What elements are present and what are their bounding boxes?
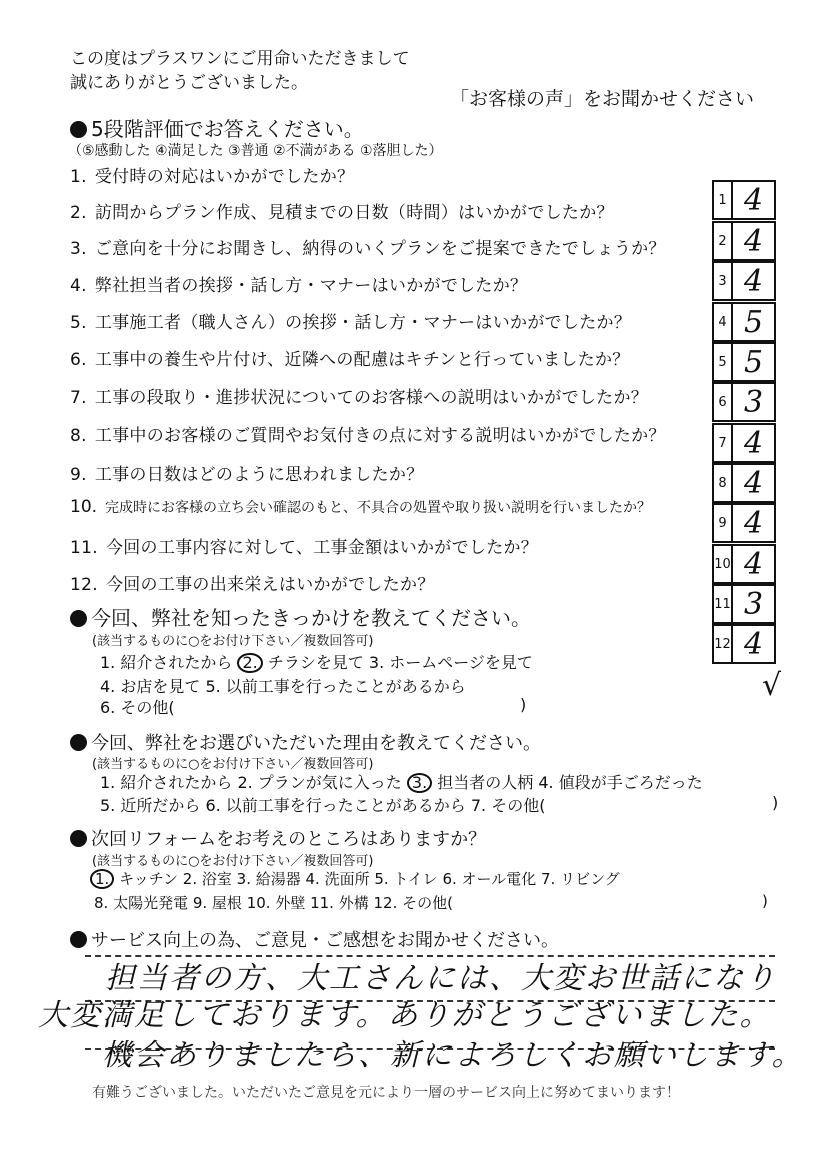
answer-number: 7 <box>714 425 733 461</box>
question-7 <box>70 383 648 408</box>
reform-line-2: 8. 太陽光発電 9. 屋根 10. 外壁 11. 外構 12. その他( <box>94 894 453 912</box>
question-number: 7. <box>70 388 87 408</box>
answer-box-4 <box>712 302 776 342</box>
answer-value: 3 <box>743 586 764 622</box>
choose-options-a: 1. 紹介されたから 2. プランが気に入った <box>100 773 402 792</box>
answer-box-12 <box>712 624 776 664</box>
answer-number: 8 <box>714 465 733 501</box>
question-number: 2. <box>70 203 87 223</box>
know-section-title-text: 今回、弊社を知ったきっかけを教えてください。 <box>91 606 531 630</box>
question-text: 工事中のお客様のご質問やお気付きの点に対する説明はいかがでしたか？ <box>94 426 666 446</box>
question-10 <box>70 497 651 517</box>
answer-value: 4 <box>743 465 764 501</box>
answer-value: 5 <box>743 304 764 340</box>
know-section-title <box>70 602 531 631</box>
know-line-2: 4. お店を見て 5. 以前工事を行ったことがあるから <box>100 677 466 696</box>
question-text: 工事施工者（職人さん）の挨拶・話し方・マナーはいかがでしたか？ <box>94 313 632 333</box>
question-5 <box>70 308 631 333</box>
know-line-3-close: ) <box>520 695 527 714</box>
question-number: 9. <box>70 465 87 485</box>
rating-section-title <box>70 113 364 142</box>
question-9 <box>70 460 424 485</box>
answer-value: 4 <box>743 223 764 259</box>
reform-line-2-close: ) <box>762 892 768 910</box>
bullet-icon <box>70 610 87 627</box>
question-6 <box>70 345 630 370</box>
question-8 <box>70 421 666 446</box>
question-text: 受付時の対応はいかがでしたか？ <box>94 167 355 187</box>
reform-option-1-circled: 1. <box>90 869 114 889</box>
question-text: 今回の工事内容に対して、工事金額はいかがでしたか？ <box>105 538 539 558</box>
question-text: 工事中の養生や片付け、近隣への配慮はキチンと行っていましたか？ <box>94 350 630 370</box>
answer-value: 5 <box>743 344 764 380</box>
check-mark: √ <box>762 668 782 703</box>
answer-number: 10 <box>714 546 733 582</box>
intro-line-1: この度はプラスワンにご用命いただきまして <box>70 49 410 69</box>
answer-number: 12 <box>714 626 733 662</box>
rating-scale: （⑤感動した ④満足した ③普通 ②不満がある ①落胆した） <box>68 143 443 159</box>
answer-number: 1 <box>714 182 733 218</box>
know-note: (該当するものに○をお付け下さい／複数回答可) <box>92 634 374 649</box>
reform-line-1 <box>90 868 620 889</box>
bullet-icon <box>70 734 87 751</box>
bullet-icon <box>70 830 87 847</box>
answer-box-10 <box>712 544 776 584</box>
question-number: 12. <box>70 575 98 595</box>
intro-line-2: 誠にありがとうございました。 <box>70 73 308 93</box>
bullet-icon <box>70 931 87 948</box>
answer-value: 4 <box>743 505 764 541</box>
question-4 <box>70 271 527 296</box>
answer-box-6 <box>712 382 776 422</box>
question-text: ご意向を十分にお聞きし、納得のいくプランをご提案できたでしょうか？ <box>94 239 666 259</box>
question-2 <box>70 198 614 223</box>
comment-handwriting-1: 担当者の方、大工さんには、大変お世話になり <box>105 961 777 996</box>
know-line-1 <box>100 650 533 673</box>
choose-options-b: 担当者の人柄 4. 値段が手ごろだった <box>437 773 703 792</box>
answer-value: 4 <box>743 182 764 218</box>
choose-line-2-close: ) <box>772 793 779 812</box>
know-option-2-circled: 2. <box>237 653 262 673</box>
answer-value: 4 <box>743 546 764 582</box>
question-text: 弊社担当者の挨拶・話し方・マナーはいかがでしたか？ <box>94 276 528 296</box>
reform-section-title <box>70 825 486 851</box>
choose-section-title <box>70 729 541 755</box>
answer-value: 4 <box>743 263 764 299</box>
question-text: 今回の工事の出来栄えはいかがでしたか？ <box>105 575 435 595</box>
question-number: 11. <box>70 538 98 558</box>
comment-handwriting-3: 機会ありましたら、新によろしくお願いします。 <box>102 1038 804 1073</box>
reform-options-rest: キッチン 2. 浴室 3. 給湯器 4. 洗面所 5. トイレ 6. オール電化 7. リビング <box>119 870 620 888</box>
know-options-rest: チラシを見て 3. ホームページを見て <box>267 653 533 672</box>
question-text: 工事の段取り・進捗状況についてのお客様への説明はいかがでしたか？ <box>94 388 649 408</box>
reform-section-title-text: 次回リフォームをお考えのところはありますか？ <box>91 829 487 850</box>
question-text: 完成時にお客様の立ち会い確認のもと、不具合の処置や取り扱い説明を行いましたか？ <box>105 500 652 516</box>
answer-number: 5 <box>714 344 733 380</box>
answer-box-11 <box>712 584 776 624</box>
question-11 <box>70 533 538 558</box>
question-number: 6. <box>70 350 87 370</box>
answer-value: 4 <box>743 425 764 461</box>
reform-note: (該当するものに○をお付け下さい／複数回答可) <box>92 854 374 869</box>
question-number: 1. <box>70 167 87 187</box>
question-1 <box>70 162 354 187</box>
choose-note: (該当するものに○をお付け下さい／複数回答可) <box>92 757 374 772</box>
question-number: 3. <box>70 239 87 259</box>
answer-box-2 <box>712 221 776 261</box>
footer-thanks: 有難うございました。いただいたご意見を元により一層のサービス向上に努めてまいります！ <box>92 1085 680 1101</box>
comment-handwriting-2: 大変満足しております。ありがとうございました。 <box>38 998 772 1033</box>
answer-number: 6 <box>714 384 733 420</box>
answer-number: 2 <box>714 223 733 259</box>
know-option-1: 1. 紹介されたから <box>100 653 233 672</box>
question-number: 4. <box>70 276 87 296</box>
choose-section-title-text: 今回、弊社をお選びいただいた理由を教えてください。 <box>91 733 541 754</box>
answer-number: 9 <box>714 505 733 541</box>
answer-value: 3 <box>743 384 764 420</box>
survey-title: 「お客様の声」をお聞かせください <box>450 88 755 110</box>
question-number: 10. <box>70 497 98 517</box>
question-3 <box>70 234 666 259</box>
know-line-3: 6. その他( <box>100 698 175 717</box>
answer-value: 4 <box>743 626 764 662</box>
choose-line-1 <box>100 770 703 793</box>
rating-section-title-text: 5段階評価でお答えください。 <box>91 117 364 141</box>
question-text: 訪問からプラン作成、見積までの日数（時間）はいかがでしたか？ <box>94 203 614 223</box>
bullet-icon <box>70 121 87 138</box>
comment-section-title <box>70 926 559 952</box>
question-text: 工事の日数はどのように思われましたか？ <box>94 465 424 485</box>
answer-box-8 <box>712 463 776 503</box>
answer-box-7 <box>712 423 776 463</box>
answer-box-5 <box>712 342 776 382</box>
question-number: 5. <box>70 313 87 333</box>
choose-line-2: 5. 近所だから 6. 以前工事を行ったことがあるから 7. その他( <box>100 796 546 815</box>
answer-number: 11 <box>714 586 733 622</box>
choose-option-3-circled: 3. <box>407 773 432 793</box>
answer-box-1 <box>712 180 776 220</box>
question-number: 8. <box>70 426 87 446</box>
answer-number: 3 <box>714 263 733 299</box>
answer-number: 4 <box>714 304 733 340</box>
answer-box-3 <box>712 261 776 301</box>
question-12 <box>70 570 435 595</box>
comment-section-title-text: サービス向上の為、ご意見・ご感想をお聞かせください。 <box>91 930 559 951</box>
answer-box-9 <box>712 503 776 543</box>
